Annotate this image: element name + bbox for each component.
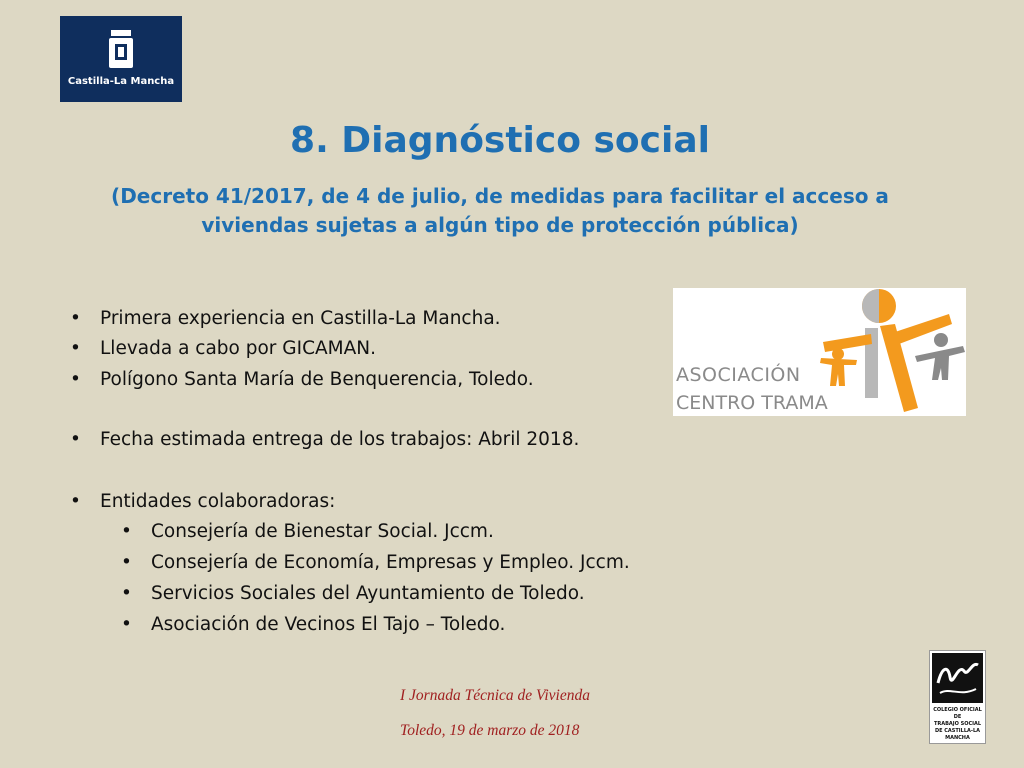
list-item-text: Polígono Santa María de Benquerencia, Toledo. — [100, 369, 534, 390]
list-item-text: Entidades colaboradoras: — [100, 491, 336, 512]
bullet-icon: • — [121, 583, 132, 604]
list-item — [70, 338, 376, 359]
sub-list-item — [121, 614, 506, 635]
bullet-icon: • — [70, 308, 81, 329]
list-item-text: Servicios Sociales del Ayuntamiento de Toledo. — [151, 583, 585, 604]
bullet-icon: • — [70, 338, 81, 359]
logo-text: Castilla-La Mancha — [67, 76, 175, 87]
sub-list-item — [121, 583, 585, 604]
crest-icon — [107, 28, 135, 72]
bullet-icon: • — [70, 369, 81, 390]
list-item-text: Asociación de Vecinos El Tajo – Toledo. — [151, 614, 506, 635]
list-item-text: Consejería de Economía, Empresas y Empleo. Jccm. — [151, 552, 630, 573]
castilla-la-mancha-logo — [60, 16, 182, 102]
sub-list-item — [121, 521, 494, 542]
footer-event: I Jornada Técnica de Vivienda — [400, 687, 590, 704]
sub-list-item — [121, 552, 630, 573]
page-subtitle: (Decreto 41/2017, de 4 de julio, de medidas para facilitar el acceso a viviendas sujetas a algún tipo de protección pública) — [111, 184, 889, 237]
list-item-text: Consejería de Bienestar Social. Jccm. — [151, 521, 494, 542]
list-item — [70, 369, 534, 390]
colegio-text — [930, 707, 985, 742]
list-item — [70, 308, 501, 329]
list-item-text: Llevada a cabo por GICAMAN. — [100, 338, 376, 359]
list-item — [70, 491, 336, 512]
colegio-text-line: TRABAJO SOCIAL — [933, 721, 982, 727]
footer-date: Toledo, 19 de marzo de 2018 — [400, 722, 580, 739]
centro-trama-logo — [673, 288, 966, 416]
colegio-text-line: COLEGIO OFICIAL DE — [933, 707, 982, 720]
list-item — [70, 429, 580, 450]
trama-line1: ASOCIACIÓN — [676, 364, 801, 386]
trama-line2: CENTRO TRAMA — [676, 392, 828, 414]
colegio-mark-icon — [932, 653, 983, 703]
page-title: 8. Diagnóstico social — [290, 120, 710, 161]
list-item-text: Fecha estimada entrega de los trabajos: Abril 2018. — [100, 429, 580, 450]
list-item-text: Primera experiencia en Castilla-La Mancha. — [100, 308, 501, 329]
colegio-trabajo-social-logo — [929, 650, 986, 744]
bullet-icon: • — [70, 429, 81, 450]
bullet-icon: • — [70, 491, 81, 512]
bullet-icon: • — [121, 521, 132, 542]
bullet-icon: • — [121, 614, 132, 635]
colegio-text-line: DE CASTILLA-LA MANCHA — [934, 728, 981, 741]
bullet-icon: • — [121, 552, 132, 573]
